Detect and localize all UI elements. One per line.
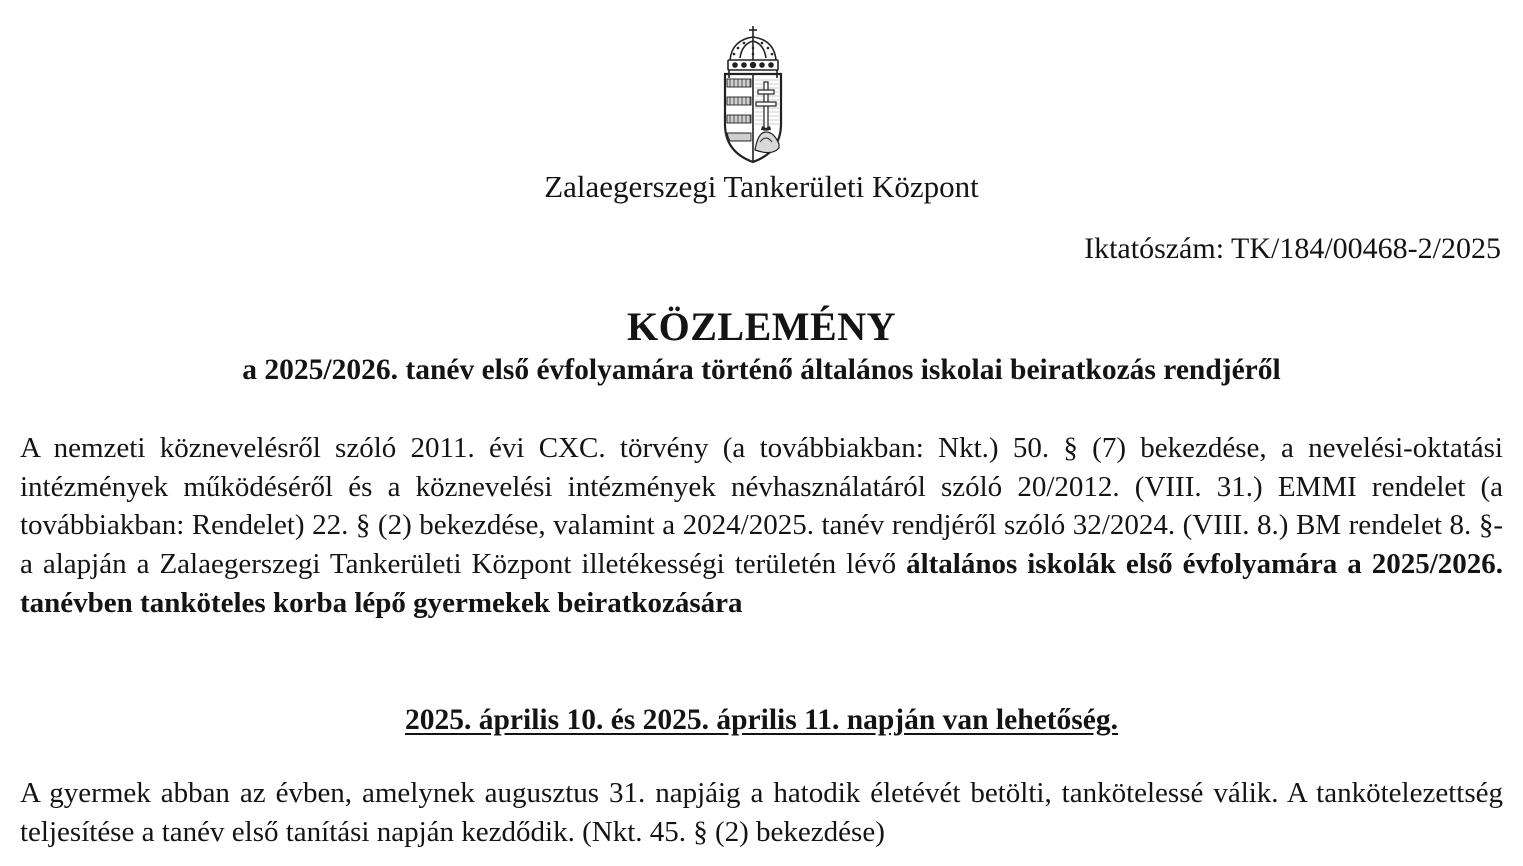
reference-number: Iktatószám: TK/184/00468-2/2025 <box>1084 232 1501 265</box>
legal-basis-text: A nemzeti köznevelésről szóló 2011. évi CXC. törvény (a továbbiakban: Nkt.) 50. § (7) bekezdése, a nevelési-oktatási intézmények működéséről és a köznevelési intézmények névhasználatáról szóló 20/2012. (VIII. 31.) EMMI rendelet (a továbbiakban: Rendelet) 22. § (2) bekezdése, valamint a 2024/2025. tanév rendjéről szóló 32/2024. (VIII. 8.) BM rendelet 8. §-a alapján a Zalaegerszegi Tankerületi Központ illetékességi területén lévő <box>20 432 1503 581</box>
notice-title: KÖZLEMÉNY <box>627 304 896 349</box>
notice-subtitle: a 2025/2026. tanév első évfolyamára történő általános iskolai beiratkozás rendjéről <box>242 354 1281 386</box>
legal-basis-paragraph <box>20 429 1503 623</box>
school-age-paragraph: A gyermek abban az évben, amelynek augusztus 31. napjáig a hatodik életévét betölti, tankötelessé válik. A tankötelezettség teljesítése a tanév első tanítási napján kezdődik. (Nkt. 45. § (2) bekezdése) <box>20 777 1503 848</box>
hungarian-coat-of-arms-icon <box>720 24 786 166</box>
organization-name: Zalaegerszegi Tankerületi Központ <box>544 169 979 204</box>
enrollment-dates: 2025. április 10. és 2025. április 11. napján van lehetőség. <box>405 704 1118 736</box>
enrollment-subject-text: általános iskolák első évfolyamára a 2025/2026. tanévben tanköteles korba lépő gyermekek beiratkozására <box>20 548 1504 619</box>
